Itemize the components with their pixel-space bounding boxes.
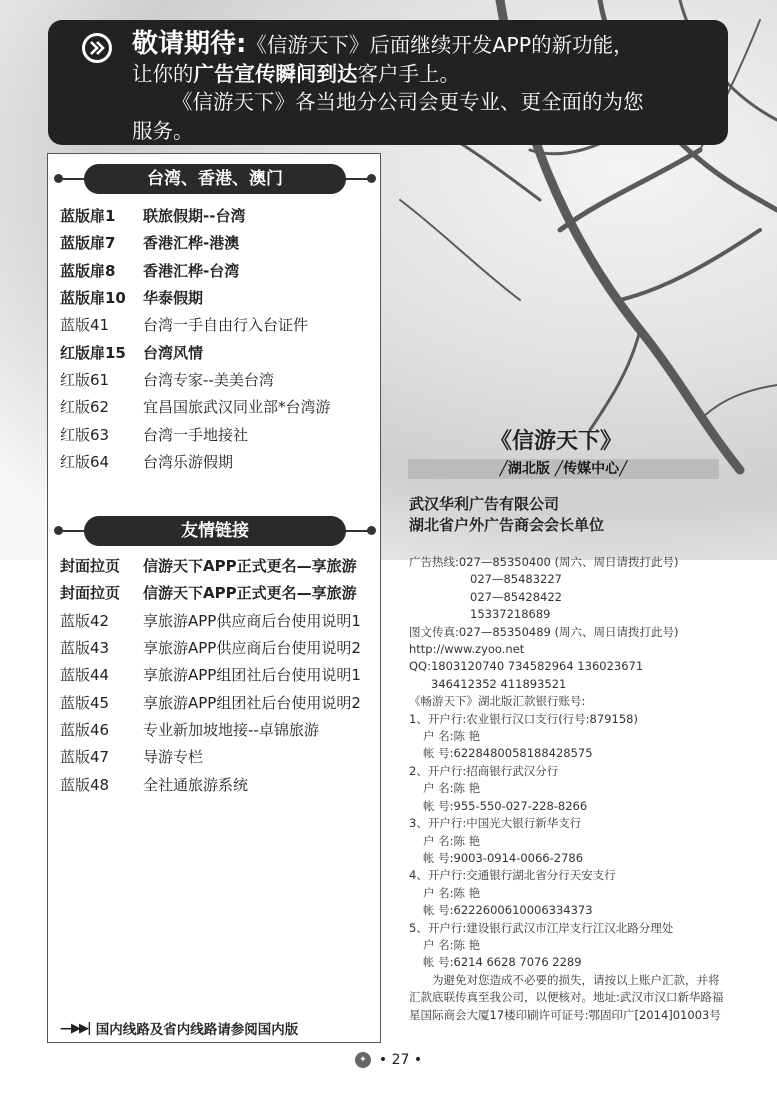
website: http://www.zyoo.net [409,642,525,657]
page-code: 红版63 [60,425,110,444]
entry-name: 台湾一手地接社 [143,425,249,444]
banner-text-2a: 让你的 [132,61,194,86]
banner-line-2 [132,60,712,89]
entry-name: 享旅游APP组团社后台使用说明1 [143,666,361,685]
section-header-hk-tw [58,164,372,194]
footer-note [60,1018,298,1038]
entry-name: 信游天下APP正式更名—享旅游 [143,557,357,576]
bank-list [409,711,727,972]
list-item [60,661,380,688]
entry-name: 全社通旅游系统 [143,775,249,794]
bank-name: 3、开户行:中国光大银行新华支行 [409,816,582,831]
section-list-links [60,552,380,798]
list-item [60,202,380,229]
entry-name: 香港汇桦-台湾 [143,261,240,280]
page-code: 蓝版扉8 [60,261,116,280]
footer-note-text: 国内线路及省内线路请参阅国内版 [95,1022,299,1038]
banner-text-2c: 客户手上。 [357,61,460,86]
page-code: 封面拉页 [60,584,121,603]
account-holder: 户 名:陈 艳 [423,781,481,796]
list-item [60,393,380,420]
qq-line-1: QQ:1803120740 734582964 136023671 [409,659,644,674]
list-item [60,366,380,393]
account-number: 帐 号:6228480058188428575 [423,746,593,761]
list-item [60,634,380,661]
contact-info [409,554,727,1024]
page-code: 蓝版41 [60,316,110,335]
account-holder: 户 名:陈 艳 [423,937,481,952]
fax: 图文传真:027—85350489 (周六、周日请拨打此号) [409,624,679,639]
hotline-number: 027—85350400 (周六、周日请拨打此号) [458,555,679,569]
list-item [60,420,380,447]
brand-subtitle-bar: ╱湖北版 ╱传媒中心╱ [408,459,719,479]
page-code: 红版64 [60,452,110,471]
banner-lead: 敬请期待: [132,29,247,59]
bank-name: 5、开户行:建设银行武汉市江岸支行江汉北路分理处 [409,920,674,935]
page-code: 蓝版46 [60,720,110,739]
account-number: 帐 号:955-550-027-228-8266 [423,798,588,813]
entry-name: 享旅游APP组团社后台使用说明2 [143,693,361,712]
hotline-3: 027—85428422 [470,589,562,604]
account-holder: 户 名:陈 艳 [423,885,481,900]
entry-name: 享旅游APP供应商后台使用说明1 [143,611,361,630]
list-item [60,338,380,365]
page-code: 蓝版48 [60,775,110,794]
account-number: 帐 号:6222600610006334373 [423,903,593,918]
page-number: • 27 • [378,1052,423,1068]
entry-name: 台湾一手自由行入台证件 [143,316,309,335]
account-holder: 户 名:陈 艳 [423,833,481,848]
page-code: 封面拉页 [60,557,121,576]
entry-name: 享旅游APP供应商后台使用说明2 [143,639,361,658]
banner-line-4: 服务。 [132,118,194,143]
list-item [60,688,380,715]
section-title: 友情链接 [84,516,346,546]
section-title: 台湾、香港、澳门 [84,164,346,194]
list-item [60,229,380,256]
list-item [60,743,380,770]
announcement-banner [48,20,728,145]
page-code: 蓝版47 [60,748,110,767]
list-item [60,716,380,743]
list-item [60,257,380,284]
page-code: 蓝版43 [60,639,110,658]
page-footer [0,1052,777,1068]
hotline-1 [409,554,727,571]
account-holder: 户 名:陈 艳 [423,729,481,744]
page-code: 蓝版扉7 [60,234,116,253]
list-item [60,311,380,338]
hotline-2: 027—85483227 [470,572,562,587]
account-number: 帐 号:6214 6628 7076 2289 [423,955,582,970]
list-item [60,284,380,311]
page-code: 红版扉15 [60,343,126,362]
list-item [60,552,380,579]
seal-icon: ✦ [355,1052,371,1068]
bank-name: 2、开户行:招商银行武汉分行 [409,763,559,778]
list-item [60,579,380,606]
play-arrow-icon [82,33,112,63]
entry-name: 信游天下APP正式更名—享旅游 [143,584,357,603]
page-code: 蓝版44 [60,666,110,685]
page-code: 蓝版扉10 [60,289,126,308]
entry-name: 华泰假期 [143,289,204,308]
bank-name: 4、开户行:交通银行湖北省分行天安支行 [409,868,616,883]
entry-name: 台湾风情 [143,343,204,362]
section-list-hk-tw [60,202,380,475]
banner-text-1: 《信游天下》后面继续开发APP的新功能， [246,33,634,57]
page-code: 蓝版45 [60,693,110,712]
page-code: 蓝版42 [60,611,110,630]
entry-name: 专业新加坡地接--卓锦旅游 [143,720,319,739]
index-box [47,153,381,1043]
entry-name: 联旅假期--台湾 [143,207,246,226]
account-number: 帐 号:9003-0914-0066-2786 [423,850,584,865]
company-name: 武汉华利广告有限公司 [409,495,560,513]
banner-line-1 [132,30,712,60]
banner-highlight: 广告宣传瞬间到达 [193,61,358,86]
hotline-4: 15337218689 [470,607,551,622]
company-role: 湖北省户外广告商会会长单位 [409,516,605,534]
double-arrow-icon: —▶▶| [60,1020,90,1036]
entry-name: 台湾乐游假期 [143,452,234,471]
bank-title: 《畅游天下》湖北版汇款银行账号: [409,694,586,709]
page-code: 红版61 [60,370,110,389]
page-code: 蓝版扉1 [60,207,116,226]
list-item [60,607,380,634]
company-block [409,494,604,536]
banner-line-3: 《信游天下》各当地分公司会更专业、更全面的为您 [172,90,644,114]
brand-title: 《信游天下》 [490,428,623,454]
bank-name: 1、开户行:农业银行汉口支行(行号:879158) [409,711,638,726]
remittance-notice: 为避免对您造成不必要的损失，请按以上账户汇款，并将汇款底联传真至我公司，以便核对。地址:武汉市汉口新华路福星国际商会大厦17楼印刷许可证号:鄂固印广[2014]01003号 [409,972,724,1022]
list-item [60,448,380,475]
entry-name: 宜昌国旅武汉同业部*台湾游 [143,398,331,417]
hotline-label: 广告热线: [409,555,459,569]
qq-line-2: 346412352 411893521 [431,676,567,691]
entry-name: 香港汇桦-港澳 [143,234,240,253]
page-code: 红版62 [60,398,110,417]
section-header-links [58,516,372,546]
entry-name: 台湾专家--美美台湾 [143,370,274,389]
list-item [60,770,380,797]
entry-name: 导游专栏 [143,748,204,767]
